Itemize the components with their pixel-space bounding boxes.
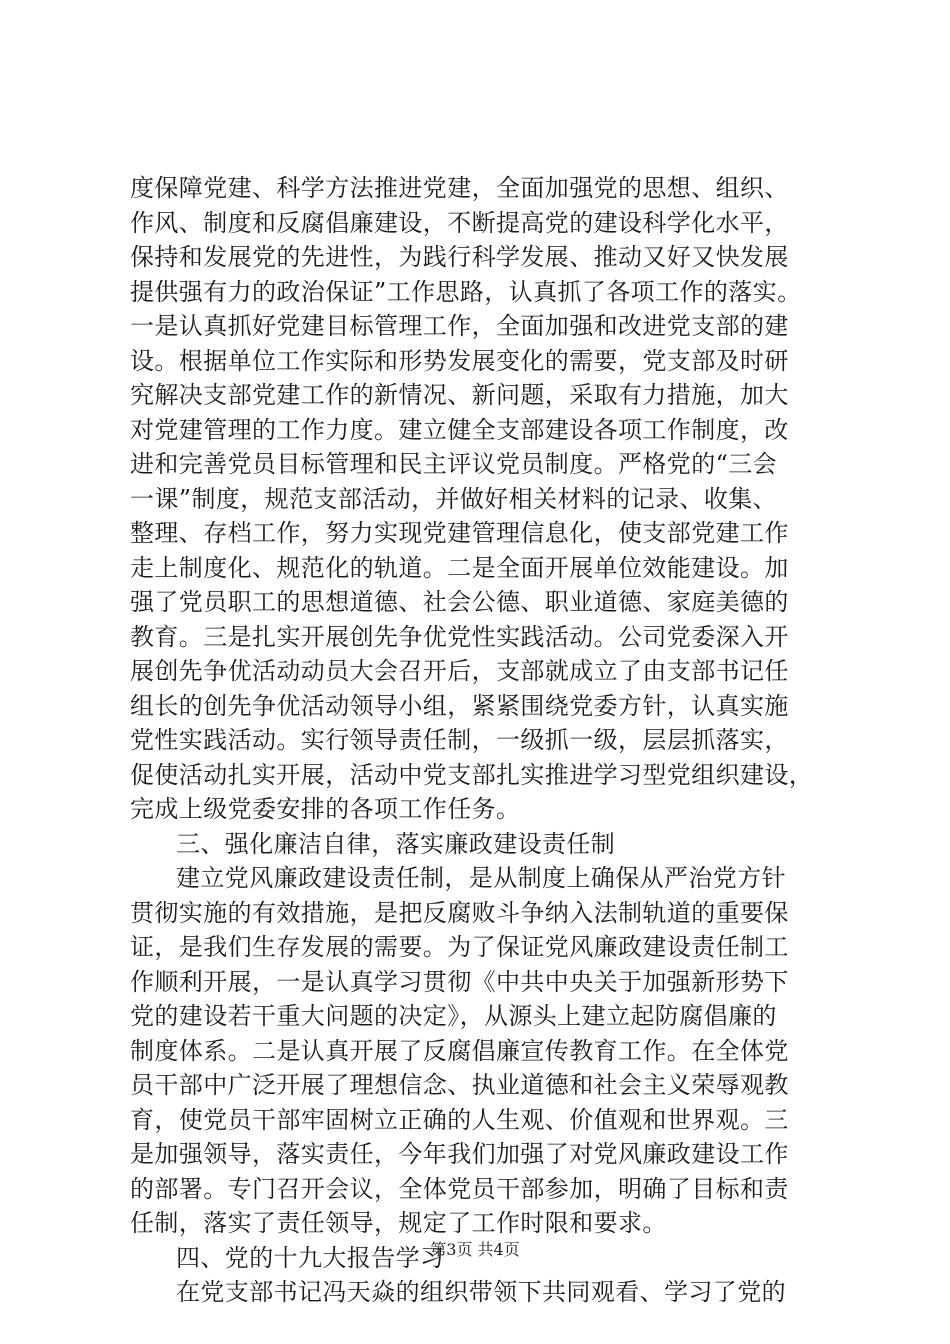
text-line: 是加强领导，落实责任，今年我们加强了对党风廉政建设工作 [130,1140,789,1168]
paragraph-start-line: 建立党风廉政建设责任制，是从制度上确保从严治党方针 [176,864,786,892]
text-line: 究解决支部党建工作的新情况、新问题，采取有力措施，加大 [130,381,789,409]
text-line: 提供强有力的政治保证”工作思路，认真抓了各项工作的落实。 [130,277,802,306]
section-heading: 四、党的十九大报告学习 [176,1243,445,1272]
text-line: 一是认真抓好党建目标管理工作，全面加强和改进党支部的建 [130,312,789,340]
text-line: 整理、存档工作，努力实现党建管理信息化，使支部党建工作 [130,519,789,547]
text-line: 度保障党建、科学方法推进党建，全面加强党的思想、组织、 [130,174,789,202]
text-line: 组长的创先争优活动领导小组，紧紧围绕党委方针，认真实施 [130,691,789,720]
page-number-footer: 第3页 共4页 [430,1240,520,1259]
text-line: 一课”制度，规范支部活动，并做好相关材料的记录、收集、 [130,484,778,513]
text-line: 展创先争优活动动员大会召开后，支部就成立了由支部书记任 [130,657,789,685]
text-line: 的部署。专门召开会议，全体党员干部参加，明确了目标和责 [130,1174,789,1203]
text-line: 员干部中广泛开展了理想信念、执业道德和社会主义荣辱观教 [130,1071,789,1099]
text-line: 制度体系。二是认真开展了反腐倡廉宣传教育工作。在全体党 [130,1036,789,1065]
text-line: 贯彻实施的有效措施，是把反腐败斗争纳入法制轨道的重要保 [130,898,789,927]
text-line: 强了党员职工的思想道德、社会公德、职业道德、家庭美德的 [130,588,789,616]
text-line: 作风、制度和反腐倡廉建设，不断提高党的建设科学化水平， [130,208,789,237]
text-line: 党的建设若干重大问题的决定》，从源头上建立起防腐倡廉的 [130,1002,777,1030]
text-line: 育，使党员干部牢固树立正确的人生观、价值观和世界观。三 [130,1105,789,1134]
text-line: 证，是我们生存发展的需要。为了保证党风廉政建设责任制工 [130,933,789,961]
text-line: 完成上级党委安排的各项工作任务。 [130,795,521,823]
text-line: 教育。三是扎实开展创先争优党性实践活动。公司党委深入开 [130,622,789,651]
text-line: 党性实践活动。实行领导责任制，一级抓一级，层层抓落实， [130,726,789,754]
text-line: 作顺利开展，一是认真学习贯彻《中共中央关于加强新形势下 [130,967,789,996]
text-line: 任制，落实了责任领导，规定了工作时限和要求。 [130,1209,667,1237]
text-line: 走上制度化、规范化的轨道。二是全面开展单位效能建设。加 [130,553,789,582]
section-heading: 三、强化廉洁自律，落实廉政建设责任制 [176,829,616,858]
text-line: 设。根据单位工作实际和形势发展变化的需要，党支部及时研 [130,346,789,375]
text-line: 进和完善党员目标管理和民主评议党员制度。严格党的“三会 [130,450,778,478]
body-text [130,171,850,1310]
paragraph-start-line: 在党支部书记冯天焱的组织带领下共同观看、学习了党的 [176,1278,786,1306]
text-line: 促使活动扎实开展，活动中党支部扎实推进学习型党组织建设， [130,760,814,789]
text-line: 保持和发展党的先进性，为践行科学发展、推动又好又快发展 [130,243,789,271]
text-line: 对党建管理的工作力度。建立健全支部建设各项工作制度，改 [130,415,789,444]
